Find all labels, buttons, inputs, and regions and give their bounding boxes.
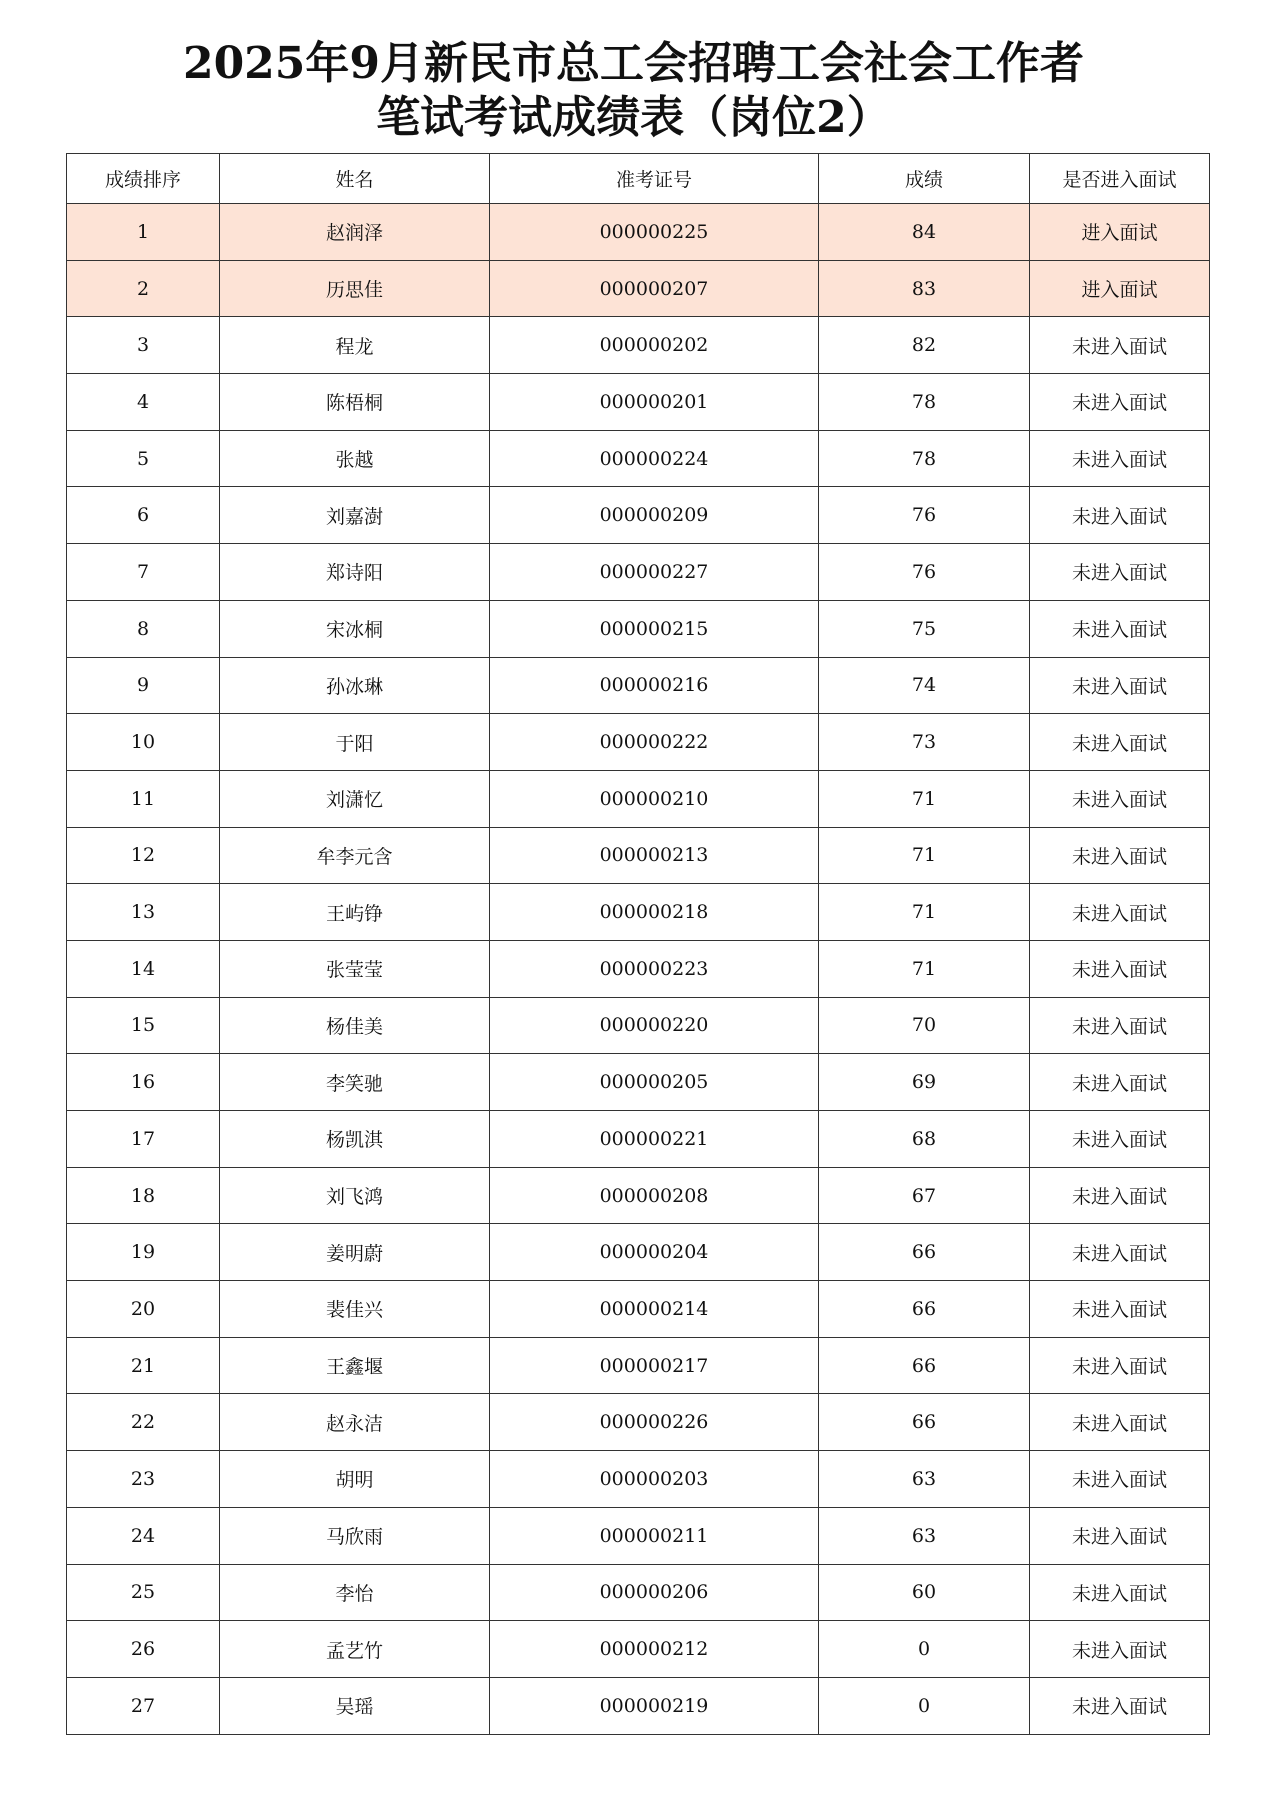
cell-name: 历思佳 bbox=[220, 260, 490, 317]
cell-exam-id: 000000217 bbox=[490, 1337, 819, 1394]
table-row bbox=[67, 430, 1210, 487]
cell-interview-status: 未进入面试 bbox=[1030, 430, 1210, 487]
table-row bbox=[67, 487, 1210, 544]
cell-exam-id: 000000206 bbox=[490, 1564, 819, 1621]
table-row bbox=[67, 374, 1210, 431]
cell-interview-status: 未进入面试 bbox=[1030, 827, 1210, 884]
cell-rank: 20 bbox=[67, 1281, 220, 1338]
cell-score: 71 bbox=[819, 827, 1030, 884]
cell-score: 66 bbox=[819, 1224, 1030, 1281]
cell-interview-status: 未进入面试 bbox=[1030, 770, 1210, 827]
cell-name: 吴瑶 bbox=[220, 1677, 490, 1734]
cell-name: 孟艺竹 bbox=[220, 1621, 490, 1678]
cell-rank: 6 bbox=[67, 487, 220, 544]
cell-interview-status: 未进入面试 bbox=[1030, 1677, 1210, 1734]
cell-exam-id: 000000204 bbox=[490, 1224, 819, 1281]
cell-interview-status: 未进入面试 bbox=[1030, 657, 1210, 714]
cell-name: 杨佳美 bbox=[220, 997, 490, 1054]
table-row bbox=[67, 204, 1210, 261]
cell-score: 76 bbox=[819, 544, 1030, 601]
cell-score: 67 bbox=[819, 1167, 1030, 1224]
cell-name: 马欣雨 bbox=[220, 1507, 490, 1564]
cell-interview-status: 未进入面试 bbox=[1030, 884, 1210, 941]
cell-name: 于阳 bbox=[220, 714, 490, 771]
cell-rank: 13 bbox=[67, 884, 220, 941]
cell-score: 75 bbox=[819, 600, 1030, 657]
cell-name: 姜明蔚 bbox=[220, 1224, 490, 1281]
cell-exam-id: 000000227 bbox=[490, 544, 819, 601]
cell-rank: 9 bbox=[67, 657, 220, 714]
cell-name: 李笑驰 bbox=[220, 1054, 490, 1111]
cell-rank: 18 bbox=[67, 1167, 220, 1224]
cell-interview-status: 未进入面试 bbox=[1030, 1281, 1210, 1338]
table-row bbox=[67, 827, 1210, 884]
cell-interview-status: 未进入面试 bbox=[1030, 1621, 1210, 1678]
cell-name: 王屿铮 bbox=[220, 884, 490, 941]
cell-score: 82 bbox=[819, 317, 1030, 374]
cell-rank: 7 bbox=[67, 544, 220, 601]
cell-interview-status: 未进入面试 bbox=[1030, 1337, 1210, 1394]
cell-rank: 24 bbox=[67, 1507, 220, 1564]
cell-interview-status: 未进入面试 bbox=[1030, 997, 1210, 1054]
cell-rank: 1 bbox=[67, 204, 220, 261]
scores-table bbox=[66, 153, 1210, 1735]
header-score: 成绩 bbox=[819, 154, 1030, 204]
table-row bbox=[67, 1281, 1210, 1338]
cell-interview-status: 未进入面试 bbox=[1030, 1111, 1210, 1168]
cell-interview-status: 未进入面试 bbox=[1030, 1394, 1210, 1451]
header-exam-id: 准考证号 bbox=[490, 154, 819, 204]
cell-rank: 23 bbox=[67, 1451, 220, 1508]
cell-exam-id: 000000219 bbox=[490, 1677, 819, 1734]
table-row bbox=[67, 714, 1210, 771]
cell-exam-id: 000000212 bbox=[490, 1621, 819, 1678]
cell-score: 66 bbox=[819, 1281, 1030, 1338]
cell-name: 牟李元含 bbox=[220, 827, 490, 884]
cell-exam-id: 000000221 bbox=[490, 1111, 819, 1168]
table-row bbox=[67, 1451, 1210, 1508]
table-row bbox=[67, 1111, 1210, 1168]
cell-exam-id: 000000205 bbox=[490, 1054, 819, 1111]
table-row bbox=[67, 770, 1210, 827]
cell-exam-id: 000000216 bbox=[490, 657, 819, 714]
cell-score: 63 bbox=[819, 1507, 1030, 1564]
cell-name: 胡明 bbox=[220, 1451, 490, 1508]
table-row bbox=[67, 1167, 1210, 1224]
cell-rank: 4 bbox=[67, 374, 220, 431]
cell-exam-id: 000000223 bbox=[490, 940, 819, 997]
cell-interview-status: 未进入面试 bbox=[1030, 544, 1210, 601]
cell-score: 71 bbox=[819, 940, 1030, 997]
cell-name: 赵润泽 bbox=[220, 204, 490, 261]
table-row bbox=[67, 544, 1210, 601]
cell-name: 裴佳兴 bbox=[220, 1281, 490, 1338]
header-interview-status: 是否进入面试 bbox=[1030, 154, 1210, 204]
table-row bbox=[67, 600, 1210, 657]
cell-name: 刘飞鸿 bbox=[220, 1167, 490, 1224]
table-row bbox=[67, 884, 1210, 941]
header-rank: 成绩排序 bbox=[67, 154, 220, 204]
cell-score: 78 bbox=[819, 374, 1030, 431]
cell-rank: 8 bbox=[67, 600, 220, 657]
cell-rank: 5 bbox=[67, 430, 220, 487]
cell-rank: 17 bbox=[67, 1111, 220, 1168]
cell-name: 赵永洁 bbox=[220, 1394, 490, 1451]
cell-exam-id: 000000214 bbox=[490, 1281, 819, 1338]
table-row bbox=[67, 1337, 1210, 1394]
cell-score: 68 bbox=[819, 1111, 1030, 1168]
cell-exam-id: 000000210 bbox=[490, 770, 819, 827]
cell-interview-status: 未进入面试 bbox=[1030, 940, 1210, 997]
cell-score: 84 bbox=[819, 204, 1030, 261]
table-row bbox=[67, 1677, 1210, 1734]
table-row bbox=[67, 1394, 1210, 1451]
cell-exam-id: 000000218 bbox=[490, 884, 819, 941]
cell-score: 0 bbox=[819, 1621, 1030, 1678]
cell-rank: 15 bbox=[67, 997, 220, 1054]
table-row bbox=[67, 1564, 1210, 1621]
table-row bbox=[67, 1224, 1210, 1281]
cell-name: 刘嘉澍 bbox=[220, 487, 490, 544]
cell-interview-status: 未进入面试 bbox=[1030, 600, 1210, 657]
cell-exam-id: 000000203 bbox=[490, 1451, 819, 1508]
cell-rank: 19 bbox=[67, 1224, 220, 1281]
table-row bbox=[67, 317, 1210, 374]
cell-name: 程龙 bbox=[220, 317, 490, 374]
cell-exam-id: 000000202 bbox=[490, 317, 819, 374]
table-row bbox=[67, 657, 1210, 714]
cell-score: 73 bbox=[819, 714, 1030, 771]
cell-score: 74 bbox=[819, 657, 1030, 714]
cell-rank: 16 bbox=[67, 1054, 220, 1111]
cell-score: 76 bbox=[819, 487, 1030, 544]
cell-exam-id: 000000215 bbox=[490, 600, 819, 657]
cell-name: 郑诗阳 bbox=[220, 544, 490, 601]
cell-interview-status: 未进入面试 bbox=[1030, 317, 1210, 374]
cell-rank: 3 bbox=[67, 317, 220, 374]
cell-interview-status: 未进入面试 bbox=[1030, 1167, 1210, 1224]
cell-rank: 27 bbox=[67, 1677, 220, 1734]
cell-interview-status: 未进入面试 bbox=[1030, 1054, 1210, 1111]
cell-interview-status: 未进入面试 bbox=[1030, 487, 1210, 544]
document-title-line2: 笔试考试成绩表（岗位2） bbox=[376, 92, 891, 143]
cell-name: 孙冰琳 bbox=[220, 657, 490, 714]
cell-name: 张越 bbox=[220, 430, 490, 487]
table-row bbox=[67, 1054, 1210, 1111]
document-title-line1: 2025年9月新民市总工会招聘工会社会工作者 bbox=[182, 38, 1085, 89]
cell-exam-id: 000000222 bbox=[490, 714, 819, 771]
table-row bbox=[67, 997, 1210, 1054]
cell-score: 60 bbox=[819, 1564, 1030, 1621]
cell-exam-id: 000000207 bbox=[490, 260, 819, 317]
cell-interview-status: 未进入面试 bbox=[1030, 1564, 1210, 1621]
cell-name: 刘潇忆 bbox=[220, 770, 490, 827]
cell-name: 张莹莹 bbox=[220, 940, 490, 997]
cell-exam-id: 000000213 bbox=[490, 827, 819, 884]
table-row bbox=[67, 1621, 1210, 1678]
cell-rank: 12 bbox=[67, 827, 220, 884]
cell-name: 宋冰桐 bbox=[220, 600, 490, 657]
table-row bbox=[67, 940, 1210, 997]
cell-score: 78 bbox=[819, 430, 1030, 487]
cell-exam-id: 000000208 bbox=[490, 1167, 819, 1224]
cell-interview-status: 未进入面试 bbox=[1030, 1451, 1210, 1508]
cell-score: 63 bbox=[819, 1451, 1030, 1508]
cell-name: 王鑫堰 bbox=[220, 1337, 490, 1394]
cell-interview-status: 未进入面试 bbox=[1030, 1507, 1210, 1564]
cell-exam-id: 000000209 bbox=[490, 487, 819, 544]
cell-rank: 26 bbox=[67, 1621, 220, 1678]
cell-score: 69 bbox=[819, 1054, 1030, 1111]
cell-exam-id: 000000201 bbox=[490, 374, 819, 431]
cell-interview-status: 进入面试 bbox=[1030, 204, 1210, 261]
cell-rank: 14 bbox=[67, 940, 220, 997]
cell-exam-id: 000000220 bbox=[490, 997, 819, 1054]
cell-name: 杨凯淇 bbox=[220, 1111, 490, 1168]
cell-rank: 10 bbox=[67, 714, 220, 771]
table-header bbox=[67, 154, 1210, 204]
cell-score: 0 bbox=[819, 1677, 1030, 1734]
cell-score: 83 bbox=[819, 260, 1030, 317]
table-body bbox=[67, 204, 1210, 1735]
cell-rank: 11 bbox=[67, 770, 220, 827]
cell-score: 66 bbox=[819, 1394, 1030, 1451]
cell-name: 陈梧桐 bbox=[220, 374, 490, 431]
table-row bbox=[67, 1507, 1210, 1564]
header-name: 姓名 bbox=[220, 154, 490, 204]
cell-rank: 25 bbox=[67, 1564, 220, 1621]
table-row bbox=[67, 260, 1210, 317]
header-row bbox=[67, 154, 1210, 204]
cell-rank: 2 bbox=[67, 260, 220, 317]
cell-name: 李怡 bbox=[220, 1564, 490, 1621]
cell-interview-status: 未进入面试 bbox=[1030, 1224, 1210, 1281]
cell-rank: 21 bbox=[67, 1337, 220, 1394]
cell-score: 71 bbox=[819, 884, 1030, 941]
cell-interview-status: 未进入面试 bbox=[1030, 374, 1210, 431]
cell-rank: 22 bbox=[67, 1394, 220, 1451]
cell-exam-id: 000000225 bbox=[490, 204, 819, 261]
cell-interview-status: 未进入面试 bbox=[1030, 714, 1210, 771]
cell-score: 71 bbox=[819, 770, 1030, 827]
cell-exam-id: 000000226 bbox=[490, 1394, 819, 1451]
cell-interview-status: 进入面试 bbox=[1030, 260, 1210, 317]
cell-score: 66 bbox=[819, 1337, 1030, 1394]
cell-score: 70 bbox=[819, 997, 1030, 1054]
cell-exam-id: 000000224 bbox=[490, 430, 819, 487]
cell-exam-id: 000000211 bbox=[490, 1507, 819, 1564]
